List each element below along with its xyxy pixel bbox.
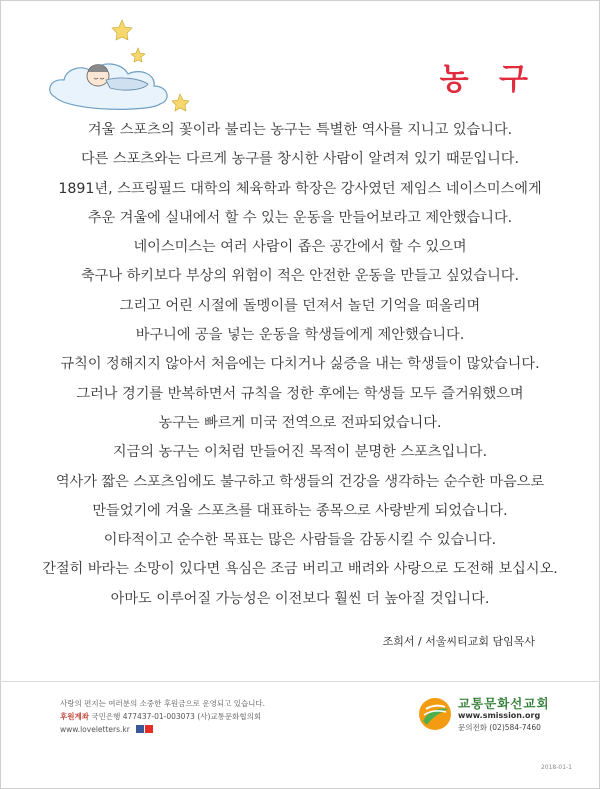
page-title: 농 구 — [439, 62, 538, 97]
poem-body — [0, 116, 600, 614]
poem-line: 축구나 하키보다 부상의 위험이 적은 안전한 운동을 만들고 싶었습니다. — [80, 268, 520, 285]
org-logo — [418, 697, 452, 731]
issue-code: 2018-01-1 — [540, 764, 572, 771]
org-url[interactable]: www.smission.org — [458, 711, 541, 720]
footer-website-row — [60, 723, 265, 737]
poem-line: 농구는 빠르게 미국 전역으로 전파되었습니다. — [158, 414, 442, 431]
star-icon — [172, 94, 189, 111]
account-info: 국민은행 477437-01-003073 (사)교통문화협의회 — [91, 712, 262, 721]
poem-line: 아마도 이루어질 가능성은 이전보다 훨씬 더 높아질 것입니다. — [110, 590, 490, 607]
poem-line: 이타적이고 순수한 목표는 많은 사람들을 감동시킬 수 있습니다. — [103, 532, 497, 549]
youtube-icon[interactable] — [145, 725, 153, 733]
footer-divider — [0, 681, 600, 682]
star-icon — [131, 48, 145, 62]
poem-line: 바구니에 공을 넣는 운동을 학생들에게 제안했습니다. — [135, 327, 465, 344]
poem-line: 역사가 짧은 스포츠임에도 불구하고 학생들의 건강을 생각하는 순수한 마음으로 — [55, 473, 545, 490]
cloud-shape — [50, 64, 167, 109]
poem-line: 규칙이 정해지지 않아서 처음에는 다치거나 싫증을 내는 학생들이 많았습니다. — [60, 356, 540, 373]
org-name: 교통문화선교회 — [458, 696, 550, 711]
cloud-illustration — [40, 12, 215, 122]
website-link[interactable]: www.loveletters.kr — [60, 725, 130, 734]
poem-line: 지금의 농구는 이처럼 만들어진 목적이 분명한 스포츠입니다. — [112, 444, 488, 461]
poem-line: 간절히 바라는 소망이 있다면 욕심은 조금 버리고 배려와 사랑으로 도전해 보십시오. — [42, 561, 558, 578]
poem-line: 1891년, 스프링필드 대학의 체육학과 학장은 강사였던 제임스 네이스미스에게 — [58, 180, 542, 197]
footer-info — [60, 697, 265, 737]
poem-line: 만들었기에 겨울 스포츠를 대표하는 종목으로 사랑받게 되었습니다. — [92, 502, 508, 519]
facebook-icon[interactable] — [136, 725, 144, 733]
account-label: 후원계좌 — [60, 712, 89, 721]
poem-line: 다른 스포츠와는 다르게 농구를 창시한 사람이 알려져 있기 때문입니다. — [80, 151, 520, 168]
poem-line: 추운 겨울에 실내에서 할 수 있는 운동을 만들어보라고 제안했습니다. — [87, 209, 513, 226]
org-block — [418, 694, 558, 736]
poem-line: 네이스미스는 여러 사람이 좁은 공간에서 할 수 있으며 — [133, 239, 467, 256]
author-signature: 조희서 / 서울씨티교회 담임목사 — [382, 635, 535, 648]
sns-icons — [136, 724, 154, 737]
poem-line: 겨울 스포츠의 꽃이라 불리는 농구는 특별한 역사를 지니고 있습니다. — [87, 122, 513, 138]
footer-account — [60, 710, 265, 723]
footer-notice: 사랑의 편지는 여러분의 소중한 후원금으로 운영되고 있습니다. — [60, 699, 266, 708]
poem-line: 그러나 경기를 반복하면서 규칙을 정한 후에는 학생들 모두 즐거워했으며 — [76, 385, 524, 402]
star-icon — [112, 20, 132, 40]
poem-line: 그리고 어린 시절에 돌멩이를 던져서 놀던 기억을 떠올리며 — [119, 297, 481, 314]
org-phone: 문의전화 (02)584-7460 — [458, 723, 541, 732]
